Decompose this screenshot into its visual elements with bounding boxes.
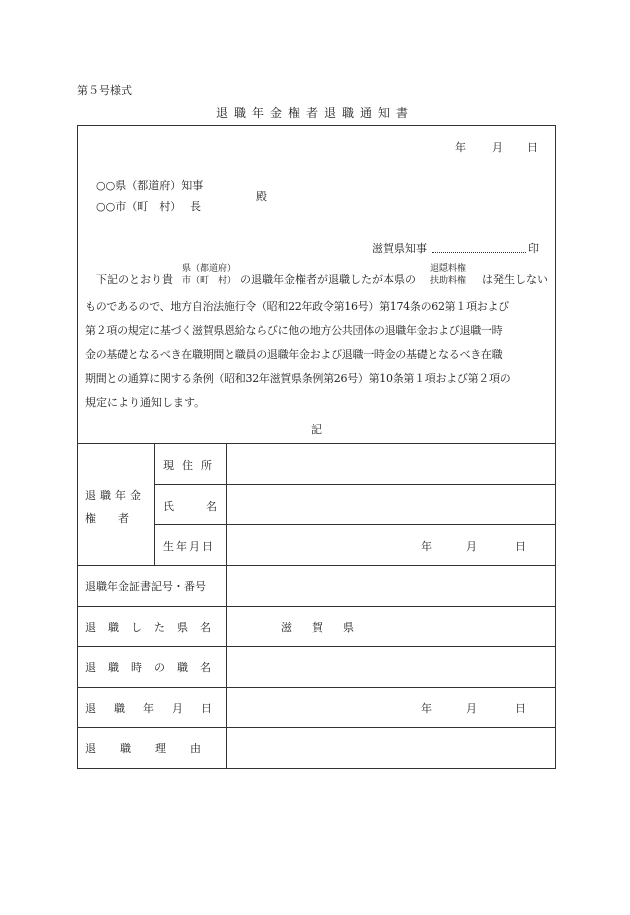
choice-municipality: 市（町 村） <box>182 276 237 286</box>
group-column-divider <box>154 443 155 565</box>
body-line-4: 期間との通算に関する条例（昭和32年滋賀県条例第26号）第10条第１項および第２項の <box>85 372 511 385</box>
choice-prefecture: 県（都道府） <box>182 264 237 274</box>
header-date-year: 年 <box>455 141 466 154</box>
label-column-divider <box>226 443 227 769</box>
body-line-2: 第２項の規定に基づく滋賀県恩給ならびに他の地方公共団体の退職年金および退職一時 <box>85 324 503 337</box>
sender-title: 滋賀県知事 <box>372 242 427 255</box>
row-divider-6 <box>77 687 556 688</box>
position-at-retirement-label: 退職時の職名 <box>85 661 223 674</box>
addressee-head-title: 長 <box>190 200 201 213</box>
addressee-prefecture: ○○県（都道府）知事 <box>96 179 204 192</box>
birth-day: 日 <box>515 540 526 553</box>
pension-holder-label-line1: 退職年金 <box>85 489 145 502</box>
birth-date-label: 生年月日 <box>163 540 215 553</box>
form-number-label: 第５号様式 <box>77 84 132 97</box>
header-date-month: 月 <box>492 141 503 154</box>
addressee-honorific: 殿 <box>256 190 267 203</box>
retirement-month: 月 <box>466 702 477 715</box>
header-date-day: 日 <box>527 141 538 154</box>
row-divider-2 <box>154 524 556 525</box>
retirement-day: 日 <box>515 702 526 715</box>
retirement-reason-label: 退職理由 <box>85 742 225 755</box>
body-line-5: 規定により通知します。 <box>85 396 206 409</box>
table-top-border <box>77 443 556 444</box>
retired-prefecture-value: 滋賀県 <box>281 621 374 634</box>
birth-year: 年 <box>421 540 432 553</box>
certificate-number-label: 退職年金証書記号・番号 <box>85 580 206 593</box>
intro-lead: 下記のとおり貴 <box>96 273 173 286</box>
row-divider-7 <box>77 727 556 728</box>
choice-survivor-right: 扶助料権 <box>430 276 467 286</box>
body-line-3: 金の基礎となるべき在職期間と職員の退職年金および退職一時金の基礎となるべき在職 <box>85 348 503 361</box>
row-divider-5 <box>77 646 556 647</box>
retired-prefecture-label: 退職した県名 <box>85 621 223 634</box>
document-title: 退職年金権者退職通知書 <box>215 106 414 120</box>
choice-pension-right: 退隠料権 <box>430 264 467 274</box>
intro-tail: は発生しない <box>482 273 548 286</box>
intro-middle: の退職年金権者が退職したが本県の <box>240 273 416 286</box>
birth-month: 月 <box>466 540 477 553</box>
body-line-1: ものであるので、地方自治法施行令（昭和22年政令第16号）第174条の62第１項および <box>85 300 509 313</box>
name-label: 氏名 <box>163 500 249 513</box>
address-label: 現住所 <box>163 459 220 472</box>
retirement-date-label: 退職年月日 <box>85 702 230 715</box>
ki-marker: 記 <box>311 423 322 436</box>
pension-holder-label-line2: 権 者 <box>85 512 129 525</box>
signature-line <box>432 252 526 253</box>
row-divider-4 <box>77 606 556 607</box>
row-divider-3 <box>77 565 556 566</box>
seal-mark: 印 <box>528 242 539 255</box>
retirement-year: 年 <box>421 702 432 715</box>
addressee-municipality: ○○市（町 村） <box>96 200 182 213</box>
row-divider-1 <box>154 484 556 485</box>
